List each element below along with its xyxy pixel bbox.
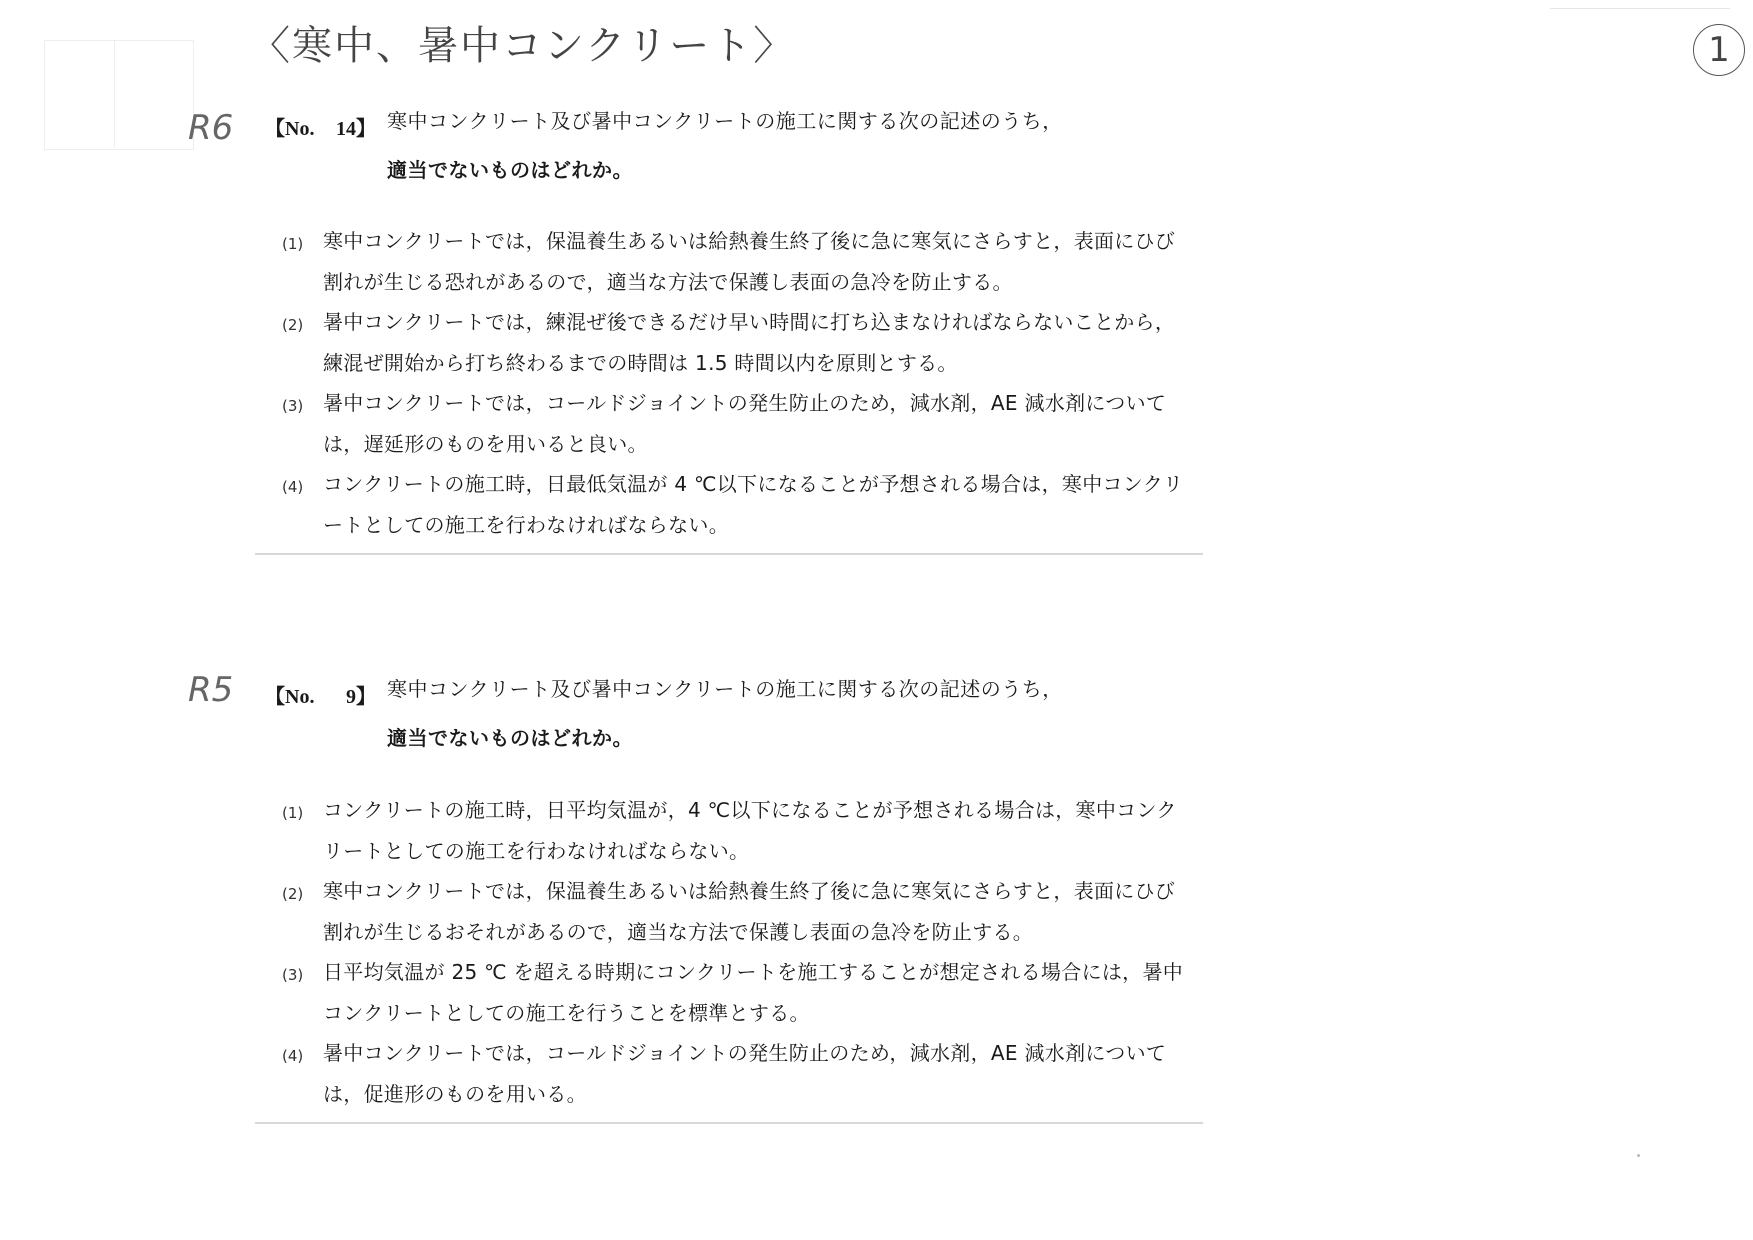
option-text: コンクリートの施工時，日最低気温が 4 ℃以下になることが予想される場合は，寒中コンクリートとしての施工を行わなければならない。: [323, 472, 1184, 537]
scan-margin-box-divider: [44, 40, 115, 148]
question-number-label: 【No.: [265, 686, 315, 708]
year-label-r5: R5: [188, 670, 234, 710]
question-line-2: 適当でないものはどれか。: [387, 158, 633, 182]
question-stem: [387, 665, 1207, 763]
section-divider: [255, 1122, 1203, 1124]
option-number: (2): [282, 316, 304, 334]
option-text: 暑中コンクリートでは，練混ぜ後できるだけ早い時間に打ち込まなければならないことから，練混ぜ開始から打ち終わるまでの時間は 1.5 時間以内を原則とする。: [323, 310, 1176, 375]
handwritten-title: 〈寒中、暑中コンクリート〉: [250, 23, 796, 69]
question-line-1: 寒中コンクリート及び暑中コンクリートの施工に関する次の記述のうち，: [387, 677, 1063, 701]
option-text: 日平均気温が 25 ℃ を超える時期にコンクリートを施工することが想定される場合には，暑中コンクリートとしての施工を行うことを標準とする。: [323, 960, 1184, 1025]
question-stem: [387, 97, 1207, 195]
option-number: (4): [282, 478, 304, 496]
scan-edge-line: [1550, 8, 1730, 9]
question-number-label: 【No.: [265, 118, 315, 140]
question-number: 9】: [346, 686, 376, 708]
option-text: 寒中コンクリートでは，保温養生あるいは給熱養生終了後に急に寒気にさらすと，表面にひび割れが生じるおそれがあるので，適当な方法で保護し表面の急冷を防止する。: [323, 879, 1176, 944]
page-number-circle: [1693, 24, 1745, 76]
section-divider: [255, 553, 1203, 555]
question-number: 14】: [336, 118, 376, 140]
option-number: (1): [282, 804, 304, 822]
option-text: 寒中コンクリートでは，保温養生あるいは給熱養生終了後に急に寒気にさらすと，表面にひび割れが生じる恐れがあるので，適当な方法で保護し表面の急冷を防止する。: [323, 229, 1176, 294]
option-number: (3): [282, 966, 304, 984]
page-number: 1: [1708, 30, 1730, 70]
option-text: 暑中コンクリートでは，コールドジョイントの発生防止のため，減水剤，AE 減水剤については，遅延形のものを用いると良い。: [323, 391, 1167, 456]
option-number: (1): [282, 235, 304, 253]
option-text: 暑中コンクリートでは，コールドジョイントの発生防止のため，減水剤，AE 減水剤については，促進形のものを用いる。: [323, 1041, 1167, 1106]
option-number: (4): [282, 1047, 304, 1065]
question-line-2: 適当でないものはどれか。: [387, 726, 633, 750]
option-text: コンクリートの施工時，日平均気温が，4 ℃以下になることが予想される場合は，寒中コンクリートとしての施工を行わなければならない。: [323, 798, 1177, 863]
option-number: (3): [282, 397, 304, 415]
scan-speck: [1637, 1154, 1640, 1157]
year-label-r6: R6: [188, 108, 234, 148]
question-line-1: 寒中コンクリート及び暑中コンクリートの施工に関する次の記述のうち，: [387, 109, 1063, 133]
option-number: (2): [282, 885, 304, 903]
